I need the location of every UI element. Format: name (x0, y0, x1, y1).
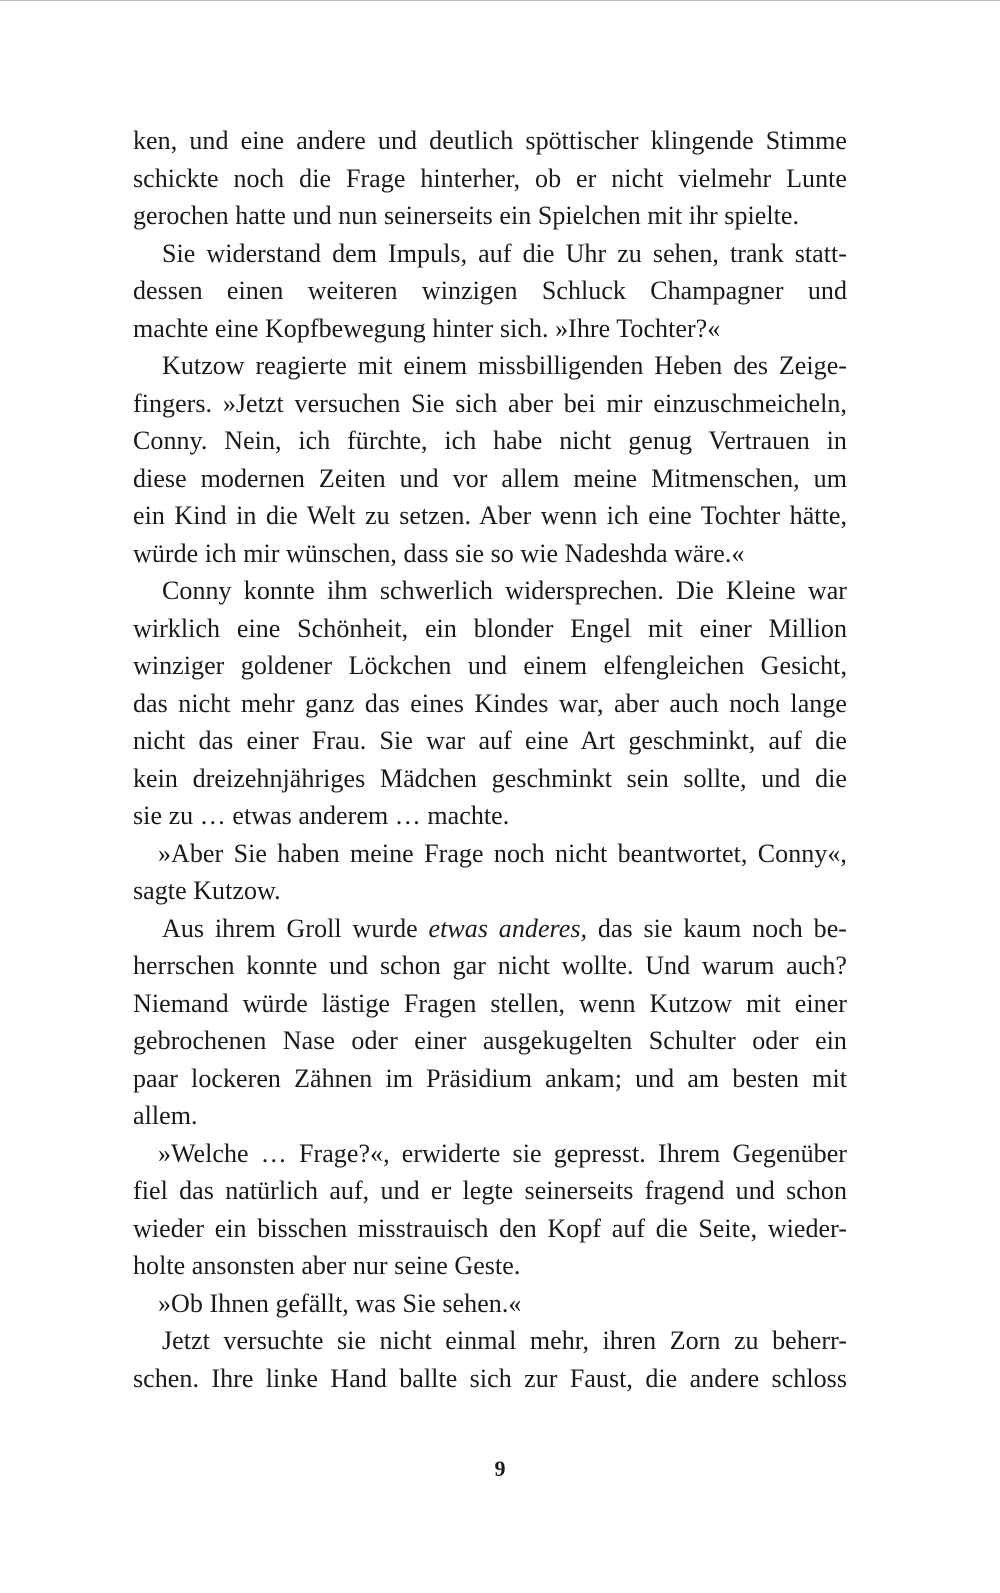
text-line: dessen einen weiteren winzigen Schluck Champagner und (133, 276, 847, 305)
text-line: gebrochenen Nase oder einer ausgekugelten Schulter oder ein (133, 1026, 847, 1055)
paragraph-8 (133, 1285, 847, 1323)
text-line: Sie widerstand dem Impuls, auf die Uhr zu sehen, trank statt- (162, 238, 847, 268)
text-line: fingers. »Jetzt versuchen Sie sich aber bei mir einzuschmeicheln, (133, 388, 847, 418)
paragraph-1 (133, 122, 847, 235)
text-line: sie zu … etwas anderem … machte. (133, 801, 510, 830)
text-line: »Welche … Frage?«, erwiderte sie gepresst. Ihrem Gegenüber (158, 1138, 847, 1168)
text-line: herrschen konnte und schon gar nicht wollte. Und warum auch? (133, 951, 847, 980)
paragraph-2 (133, 235, 847, 348)
text-line-with-emphasis (133, 910, 847, 948)
text-line: ken, und eine andere und deutlich spöttischer klingende Stimme (133, 126, 847, 155)
text-line: Niemand würde lästige Fragen stellen, wenn Kutzow mit einer (133, 988, 847, 1018)
paragraph-9 (133, 1322, 847, 1397)
paragraph-6 (133, 910, 847, 1135)
text-line: wieder ein bisschen misstrauisch den Kopf auf die Seite, wieder- (133, 1213, 847, 1243)
text-line: Jetzt versuchte sie nicht einmal mehr, ihren Zorn zu beherr- (162, 1326, 847, 1355)
text-line: »Aber Sie haben meine Frage noch nicht beantwortet, Conny«, (158, 838, 847, 868)
text-run: Aus ihrem Groll wurde (162, 913, 429, 943)
text-line: schen. Ihre linke Hand ballte sich zur Faust, die andere schloss (133, 1363, 847, 1393)
text-line: fiel das natürlich auf, und er legte seinerseits fragend und schon (133, 1176, 847, 1205)
text-line: »Ob Ihnen gefällt, was Sie sehen.« (158, 1288, 522, 1318)
paragraph-4 (133, 572, 847, 835)
text-line: wirklich eine Schönheit, ein blonder Engel mit einer Million (133, 613, 847, 643)
text-line: gerochen hatte und nun seinerseits ein Spielchen mit ihr spielte. (133, 201, 800, 230)
text-line: nicht das einer Frau. Sie war auf eine Art geschminkt, auf die (133, 726, 847, 755)
text-line: holte ansonsten aber nur seine Geste. (133, 1251, 521, 1280)
text-line: paar lockeren Zähnen im Präsidium ankam; und am besten mit (133, 1063, 847, 1093)
text-line: Kutzow reagierte mit einem missbilligenden Heben des Zeige- (162, 351, 847, 380)
text-line: das nicht mehr ganz das eines Kindes war, aber auch noch lange (133, 688, 847, 718)
text-line: würde ich mir wünschen, dass sie so wie Nadeshda wäre.« (133, 538, 745, 568)
text-run: das sie kaum noch be- (587, 913, 848, 943)
text-line: Conny. Nein, ich fürchte, ich habe nicht genug Vertrauen in (133, 426, 847, 455)
paragraph-5 (133, 835, 847, 910)
text-line: ein Kind in die Welt zu setzen. Aber wenn ich eine Tochter hätte, (133, 501, 847, 530)
page-number: 9 (494, 1456, 506, 1481)
text-line: allem. (133, 1101, 198, 1130)
text-line: winziger goldener Löckchen und einem elfengleichen Gesicht, (133, 651, 847, 680)
paragraph-7 (133, 1135, 847, 1285)
text-line: Conny konnte ihm schwerlich widersprechen. Die Kleine war (162, 576, 847, 605)
body-text (133, 122, 847, 1397)
top-edge-rule (0, 0, 1000, 1)
text-line: schickte noch die Frage hinterher, ob er nicht vielmehr Lunte (133, 163, 847, 193)
text-line: sagte Kutzow. (133, 876, 281, 905)
text-line: diese modernen Zeiten und vor allem meine Mitmenschen, um (133, 463, 847, 493)
paragraph-3 (133, 347, 847, 572)
text-line: machte eine Kopfbewegung hinter sich. »Ihre Tochter?« (133, 313, 721, 343)
emphasized-text: etwas anderes, (428, 913, 588, 943)
text-line: kein dreizehnjähriges Mädchen geschminkt sein sollte, und die (133, 763, 847, 793)
